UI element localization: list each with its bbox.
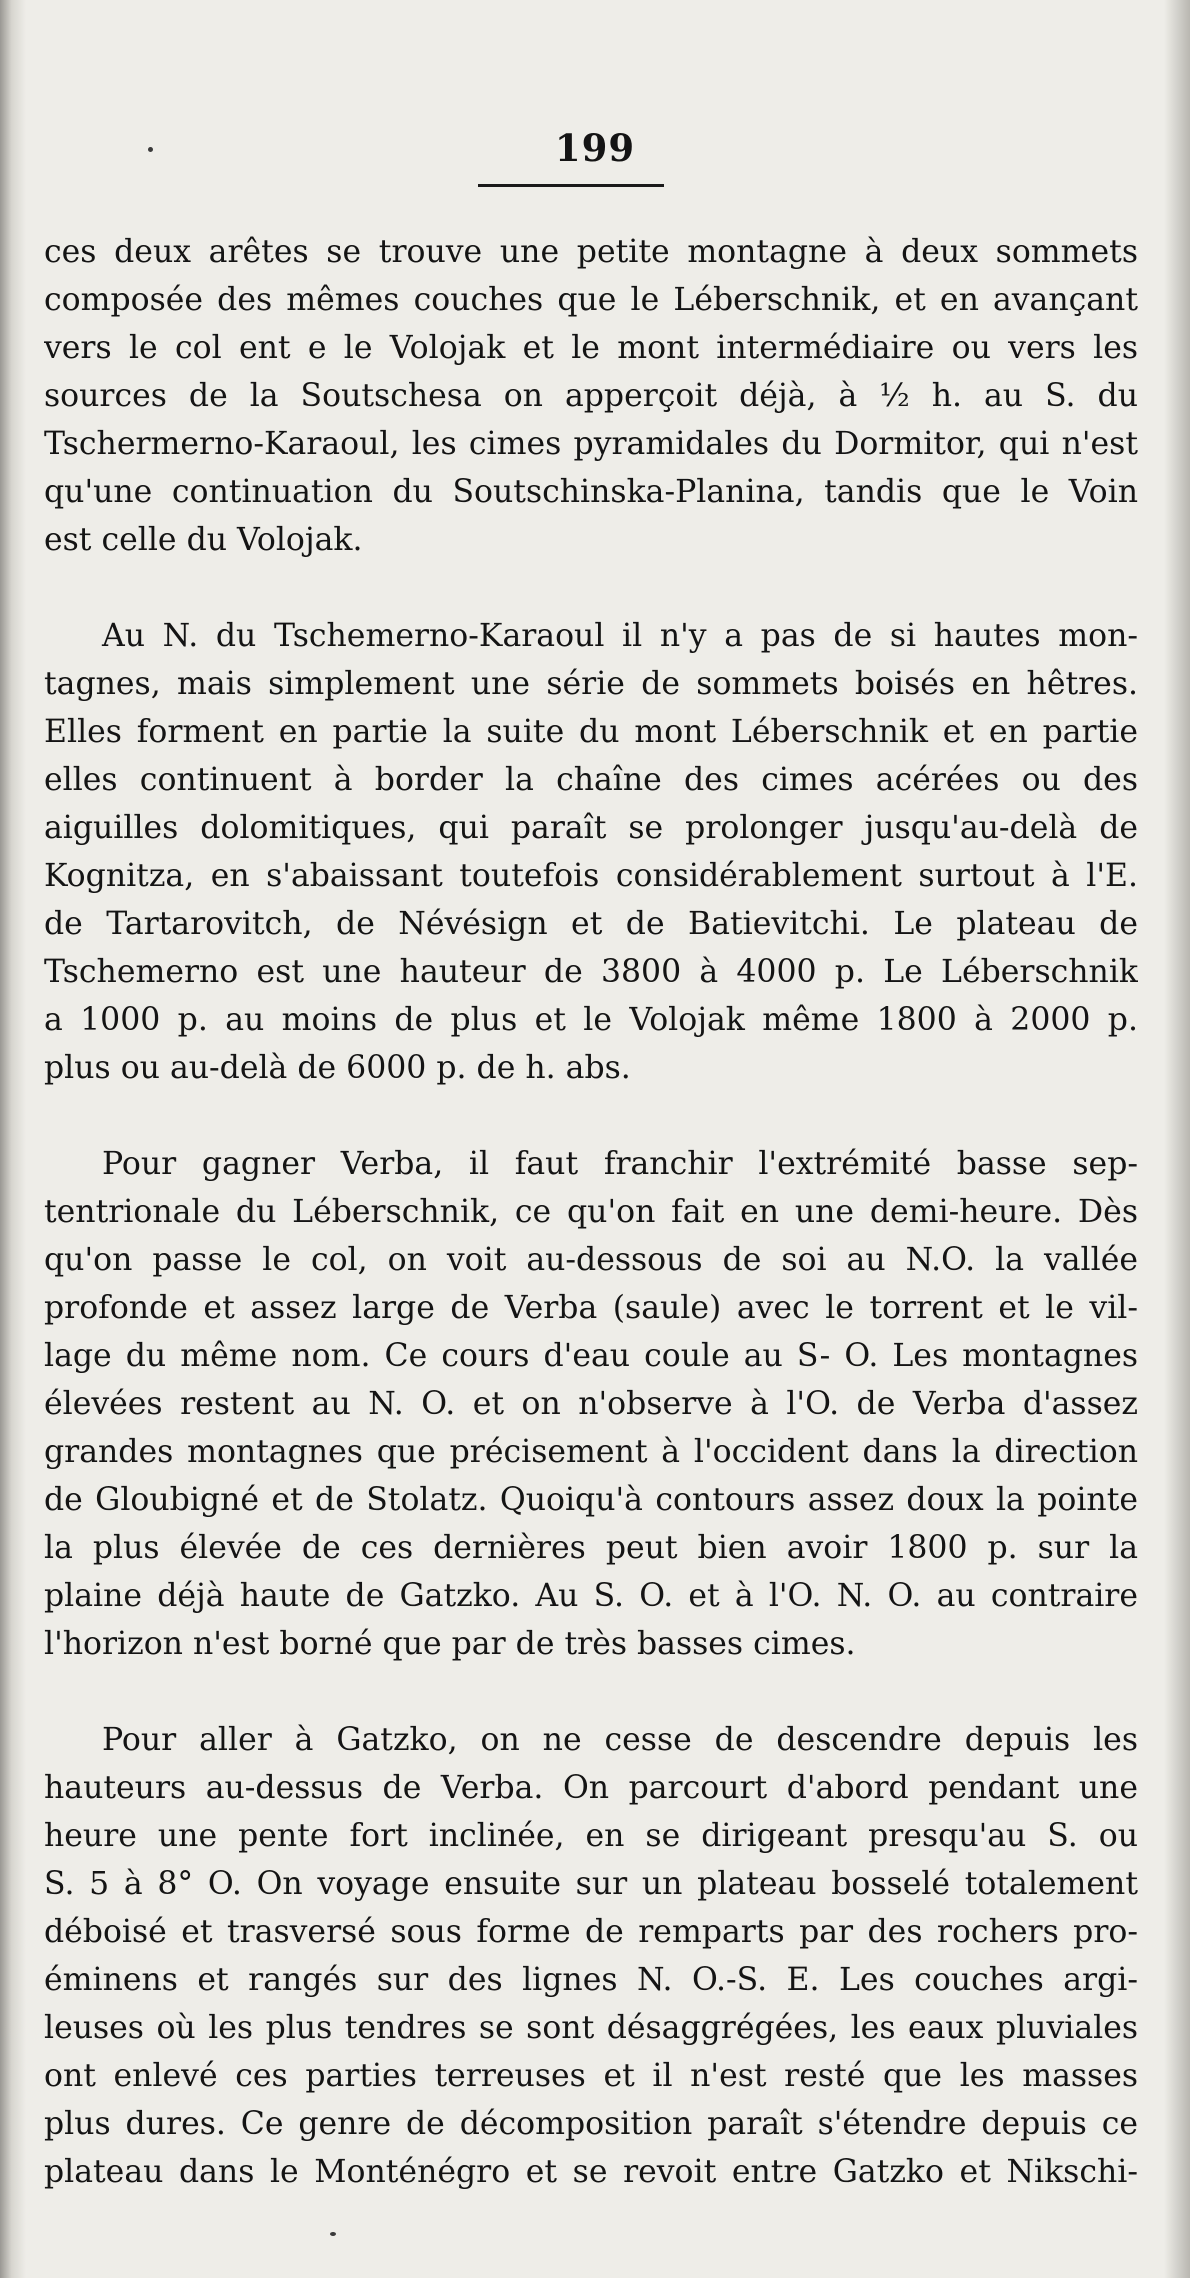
text-line: Au N. du Tschemerno-Karaoul il n'y a pas de si hautes mon-: [102, 618, 1138, 654]
text-line: plus dures. Ce genre de décomposition paraît s'étendre depuis ce: [44, 2106, 1138, 2142]
text-line: plateau dans le Monténégro et se revoit entre Gatzko et Nikschi-: [44, 2154, 1138, 2190]
text-line: heure une pente fort inclinée, en se dirigeant presqu'au S. ou: [44, 1818, 1138, 1854]
page-gutter-shadow: [0, 0, 26, 2278]
text-line: elles continuent à border la chaîne des cimes acérées ou des: [44, 762, 1138, 798]
text-line: tagnes, mais simplement une série de sommets boisés en hêtres.: [44, 666, 1138, 702]
text-line: sources de la Soutschesa on apperçoit déjà, à ½ h. au S. du: [44, 378, 1138, 414]
ink-speck: [148, 147, 153, 152]
paragraph: [44, 1716, 1138, 2196]
text-line: Elles forment en partie la suite du mont Léberschnik et en partie: [44, 714, 1138, 750]
text-line: Tschemerno est une hauteur de 3800 à 4000 p. Le Léberschnik: [44, 954, 1138, 990]
header-rule: [478, 184, 664, 187]
text-line: ces deux arêtes se trouve une petite montagne à deux sommets: [44, 234, 1138, 270]
paragraph: [44, 1140, 1138, 1668]
text-line: plus ou au-delà de 6000 p. de h. abs.: [44, 1050, 631, 1086]
text-line: a 1000 p. au moins de plus et le Volojak même 1800 à 2000 p.: [44, 1002, 1138, 1038]
text-line: de Tartarovitch, de Névésign et de Batievitchi. Le plateau de: [44, 906, 1138, 942]
text-line: déboisé et trasversé sous forme de remparts par des rochers pro-: [44, 1914, 1138, 1950]
text-line: Kognitza, en s'abaissant toutefois considérablement surtout à l'E.: [44, 858, 1138, 894]
text-line: qu'une continuation du Soutschinska-Planina, tandis que le Voin: [44, 474, 1138, 510]
text-line: aiguilles dolomitiques, qui paraît se prolonger jusqu'au-delà de: [44, 810, 1138, 846]
text-line: plaine déjà haute de Gatzko. Au S. O. et à l'O. N. O. au contraire: [44, 1578, 1138, 1614]
text-line: l'horizon n'est borné que par de très basses cimes.: [44, 1626, 856, 1662]
text-line: Tschermerno-Karaoul, les cimes pyramidales du Dormitor, qui n'est: [44, 426, 1138, 462]
text-line: Pour aller à Gatzko, on ne cesse de descendre depuis les: [102, 1722, 1138, 1758]
text-line: est celle du Volojak.: [44, 522, 363, 558]
text-line: tentrionale du Léberschnik, ce qu'on fait en une demi-heure. Dès: [44, 1194, 1138, 1230]
paragraph-gap: [44, 564, 1138, 612]
text-line: composée des mêmes couches que le Léberschnik, et en avançant: [44, 282, 1138, 318]
text-line: leuses où les plus tendres se sont désaggrégées, les eaux pluviales: [44, 2010, 1138, 2046]
paragraph: [44, 228, 1138, 564]
page-edge-shadow: [1164, 0, 1190, 2278]
page-number: 199: [554, 126, 636, 170]
paragraph-gap: [44, 1092, 1138, 1140]
text-line: grandes montagnes que précisement à l'occident dans la direction: [44, 1434, 1138, 1470]
text-line: éminens et rangés sur des lignes N. O.-S. E. Les couches argi-: [44, 1962, 1138, 1998]
text-line: Pour gagner Verba, il faut franchir l'extrémité basse sep-: [102, 1146, 1138, 1182]
text-line: ont enlevé ces parties terreuses et il n'est resté que les masses: [44, 2058, 1138, 2094]
text-line: vers le col ent e le Volojak et le mont intermédiaire ou vers les: [44, 330, 1138, 366]
text-line: hauteurs au-dessus de Verba. On parcourt d'abord pendant une: [44, 1770, 1138, 1806]
text-line: de Gloubigné et de Stolatz. Quoiqu'à contours assez doux la pointe: [44, 1482, 1138, 1518]
ink-speck: [330, 2232, 336, 2236]
text-line: S. 5 à 8° O. On voyage ensuite sur un plateau bosselé totalement: [44, 1866, 1138, 1902]
text-line: lage du même nom. Ce cours d'eau coule au S- O. Les montagnes: [44, 1338, 1138, 1374]
text-line: la plus élevée de ces dernières peut bien avoir 1800 p. sur la: [44, 1530, 1138, 1566]
paragraph-gap: [44, 1668, 1138, 1716]
text-line: qu'on passe le col, on voit au-dessous de soi au N.O. la vallée: [44, 1242, 1138, 1278]
paragraph: [44, 612, 1138, 1092]
text-line: profonde et assez large de Verba (saule) avec le torrent et le vil-: [44, 1290, 1138, 1326]
text-line: élevées restent au N. O. et on n'observe à l'O. de Verba d'assez: [44, 1386, 1138, 1422]
page-body: [44, 228, 1138, 2196]
